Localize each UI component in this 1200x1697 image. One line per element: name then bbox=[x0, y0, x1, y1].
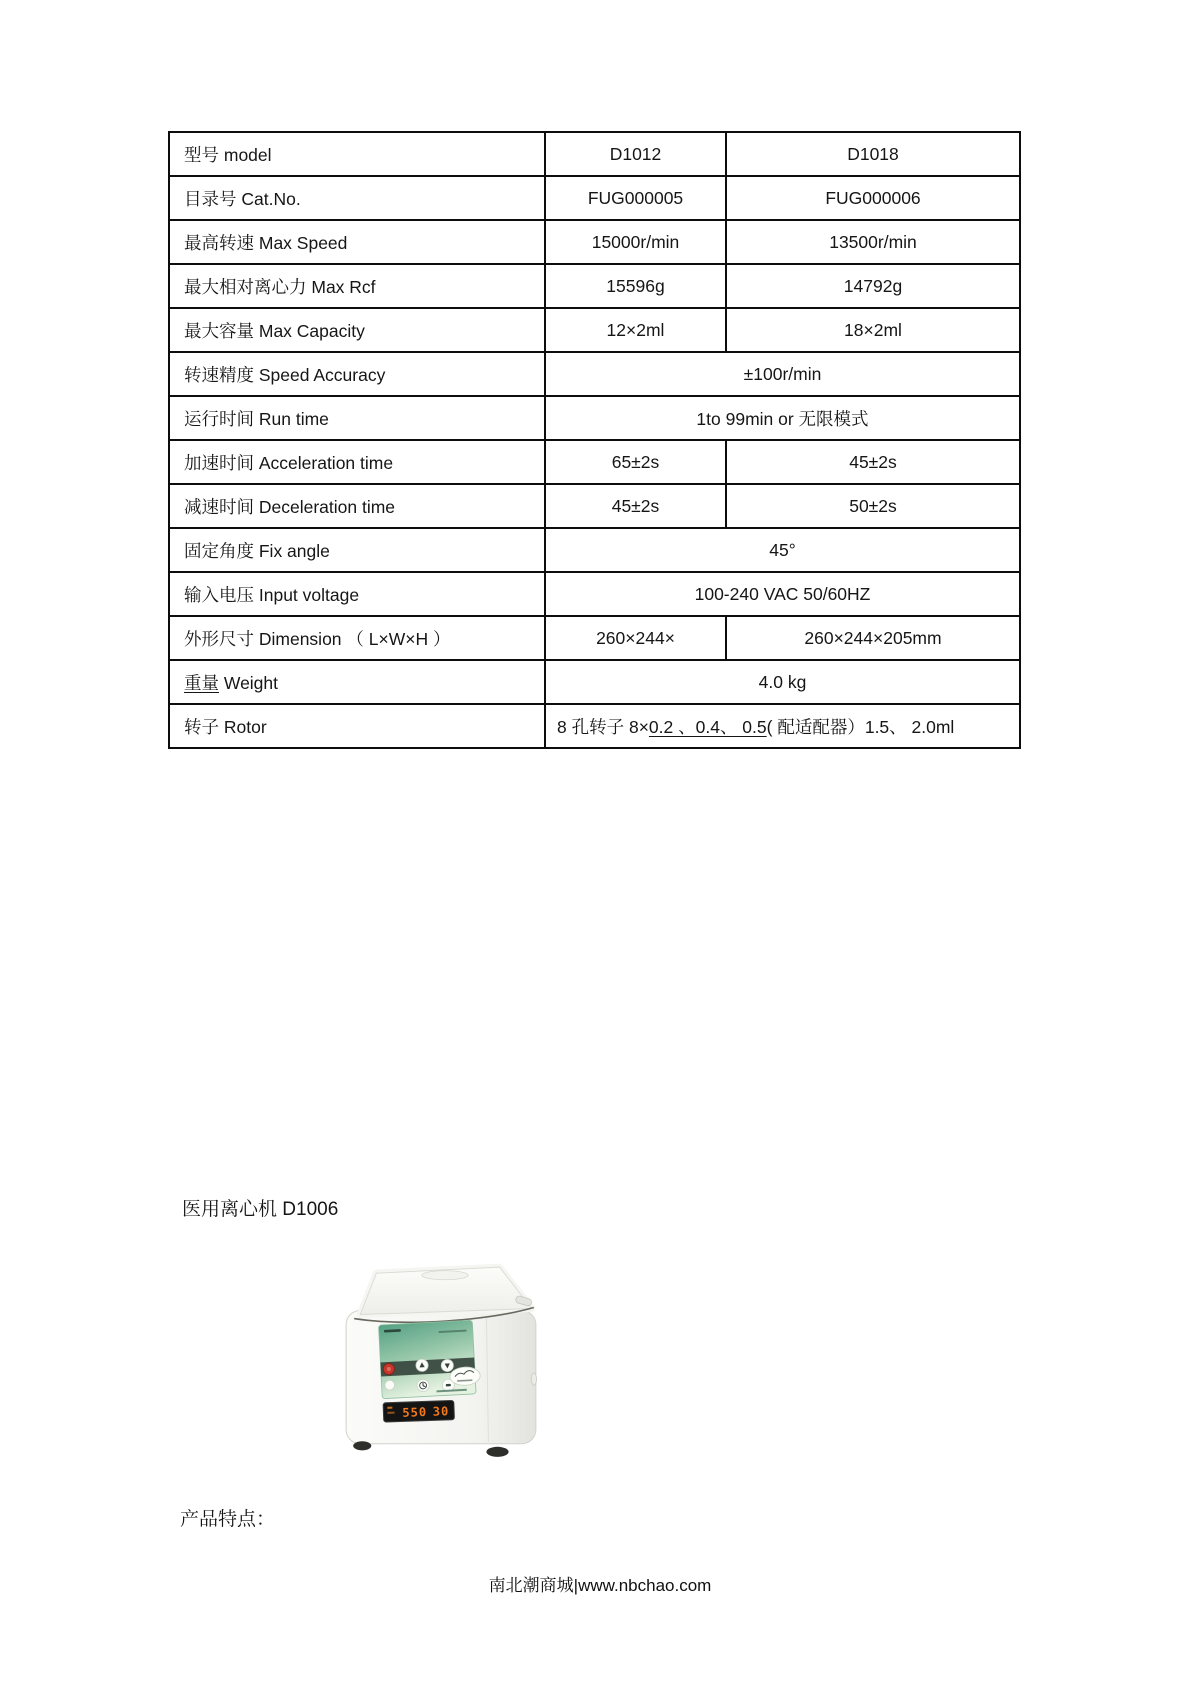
row-value: 260×244×205mm bbox=[726, 616, 1020, 660]
small-round-button bbox=[385, 1380, 395, 1390]
device-foot-left bbox=[353, 1441, 371, 1450]
row-value: D1018 bbox=[726, 132, 1020, 176]
display-time-value: 30 bbox=[432, 1404, 450, 1419]
row-label: 运行时间 Run time bbox=[169, 396, 545, 440]
table-row bbox=[169, 132, 1020, 176]
table-row bbox=[169, 660, 1020, 704]
row-label: 最高转速 Max Speed bbox=[169, 220, 545, 264]
table-row bbox=[169, 484, 1020, 528]
table-row bbox=[169, 308, 1020, 352]
table-row bbox=[169, 704, 1020, 748]
row-value: 13500r/min bbox=[726, 220, 1020, 264]
row-label: 输入电压 Input voltage bbox=[169, 572, 545, 616]
table-row bbox=[169, 616, 1020, 660]
side-latch bbox=[531, 1373, 536, 1385]
table-row bbox=[169, 572, 1020, 616]
row-value: D1012 bbox=[545, 132, 726, 176]
footer-separator: | bbox=[573, 1576, 579, 1595]
spec-table-body bbox=[169, 132, 1020, 748]
table-row bbox=[169, 264, 1020, 308]
row-value: 4.0 kg bbox=[545, 660, 1020, 704]
table-row bbox=[169, 176, 1020, 220]
table-row bbox=[169, 528, 1020, 572]
row-label: 重量 Weight bbox=[169, 660, 545, 704]
row-label: 目录号 Cat.No. bbox=[169, 176, 545, 220]
row-label: 转速精度 Speed Accuracy bbox=[169, 352, 545, 396]
row-value: 45±2s bbox=[726, 440, 1020, 484]
row-value: FUG000005 bbox=[545, 176, 726, 220]
row-value: 100-240 VAC 50/60HZ bbox=[545, 572, 1020, 616]
table-row bbox=[169, 396, 1020, 440]
row-label: 最大相对离心力 Max Rcf bbox=[169, 264, 545, 308]
row-value: 45±2s bbox=[545, 484, 726, 528]
display-speed-value: 550 bbox=[402, 1405, 428, 1420]
row-value: 65±2s bbox=[545, 440, 726, 484]
row-value: FUG000006 bbox=[726, 176, 1020, 220]
row-label: 最大容量 Max Capacity bbox=[169, 308, 545, 352]
row-value: 1to 99min or 无限模式 bbox=[545, 396, 1020, 440]
row-label: 型号 model bbox=[169, 132, 545, 176]
row-label: 减速时间 Deceleration time bbox=[169, 484, 545, 528]
display-label-mark-top bbox=[387, 1407, 392, 1409]
row-label: 外形尺寸 Dimension （ L×W×H ） bbox=[169, 616, 545, 660]
table-row bbox=[169, 220, 1020, 264]
lid-handle-recess bbox=[422, 1271, 468, 1280]
speed-button-icon bbox=[446, 1384, 451, 1387]
row-value: ±100r/min bbox=[545, 352, 1020, 396]
spec-table bbox=[168, 131, 1021, 749]
device-foot-right bbox=[486, 1447, 508, 1457]
row-value: 15000r/min bbox=[545, 220, 726, 264]
table-row bbox=[169, 440, 1020, 484]
centrifuge-photo bbox=[336, 1260, 548, 1462]
row-value: 50±2s bbox=[726, 484, 1020, 528]
row-value: 15596g bbox=[545, 264, 726, 308]
row-value: 14792g bbox=[726, 264, 1020, 308]
row-value: 260×244× bbox=[545, 616, 726, 660]
row-value: 45° bbox=[545, 528, 1020, 572]
display-label-mark-bottom bbox=[387, 1412, 394, 1414]
features-heading: 产品特点： bbox=[180, 1509, 276, 1530]
footer bbox=[0, 1571, 1200, 1596]
centrifuge-illustration bbox=[336, 1260, 548, 1462]
row-label: 固定角度 Fix angle bbox=[169, 528, 545, 572]
footer-url: www.nbchao.com bbox=[578, 1576, 712, 1595]
row-value: 12×2ml bbox=[545, 308, 726, 352]
row-label: 加速时间 Acceleration time bbox=[169, 440, 545, 484]
row-value: 18×2ml bbox=[726, 308, 1020, 352]
row-value: 8 孔转子 8×0.2 、0.4、 0.5( 配适配器）1.5、 2.0ml bbox=[545, 704, 1020, 748]
row-label: 转子 Rotor bbox=[169, 704, 545, 748]
footer-site-name: 南北潮商城 bbox=[488, 1576, 574, 1595]
table-row bbox=[169, 352, 1020, 396]
product-title: 医用离心机 D1006 bbox=[182, 1199, 339, 1220]
